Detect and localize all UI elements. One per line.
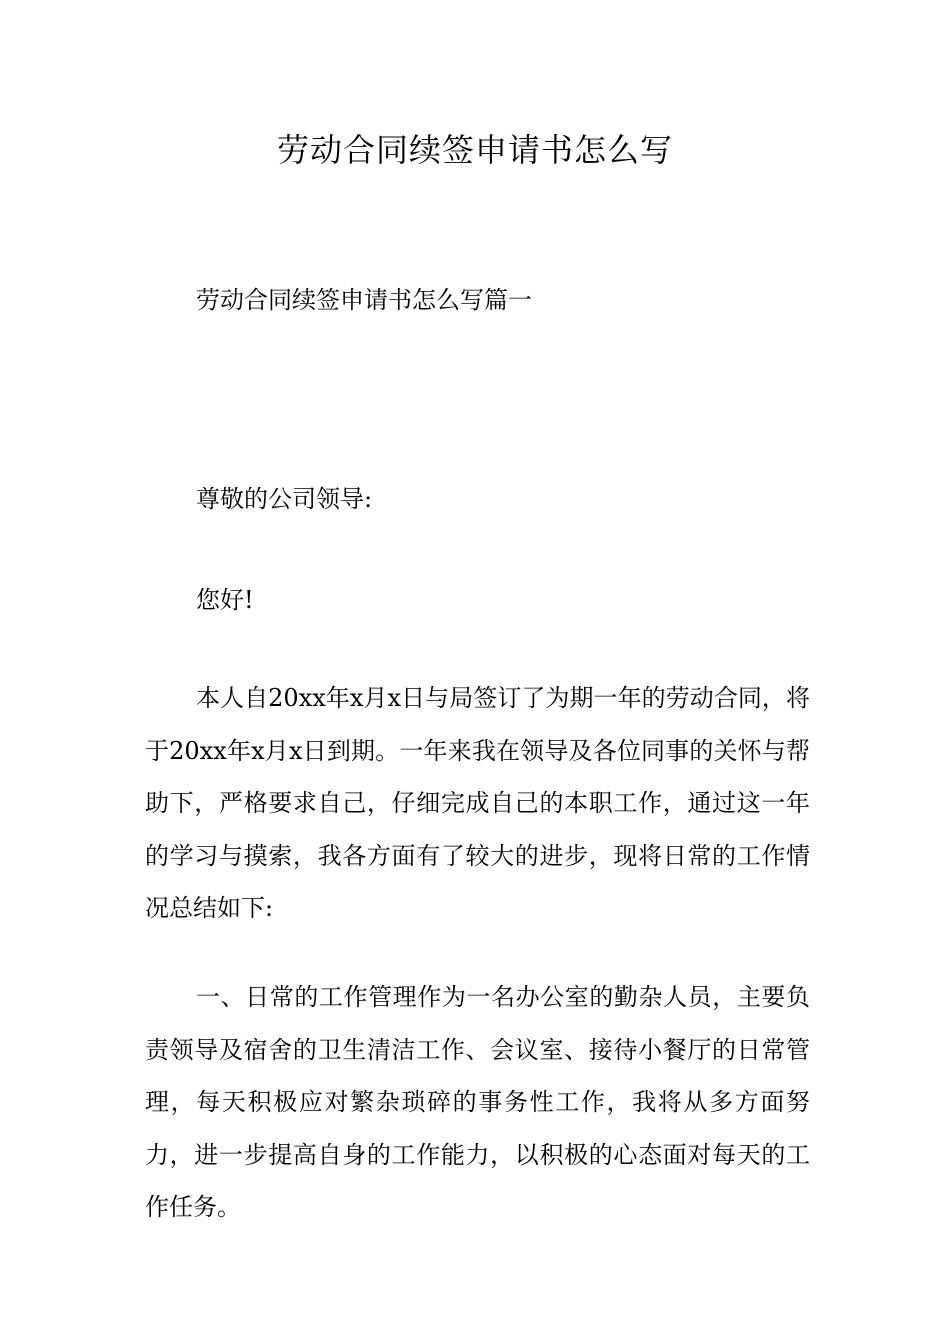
section-heading: 劳动合同续签申请书怎么写篇一: [196, 286, 532, 314]
greeting: 您好!: [196, 586, 254, 614]
body-paragraph-1: 本人自20xx年x月x日与局签订了为期一年的劳动合同，将于20xx年x月x日到期。一年来我在领导及各位同事的关怀与帮助下，严格要求自己，仔细完成自己的本职工作，通过这一年的学习与摸索，我各方面有了较大的进步，现将日常的工作情况总结如下:: [145, 684, 810, 922]
body-paragraph-2: 一、日常的工作管理作为一名办公室的勤杂人员，主要负责领导及宿舍的卫生清洁工作、会议室、接待小餐厅的日常管理，每天积极应对繁杂琐碎的事务性工作，我将从多方面努力，进一步提高自身的工作能力，以积极的心态面对每天的工作任务。: [145, 983, 810, 1221]
salutation: 尊敬的公司领导:: [196, 485, 373, 513]
document-title: 劳动合同续签申请书怎么写: [276, 131, 673, 169]
